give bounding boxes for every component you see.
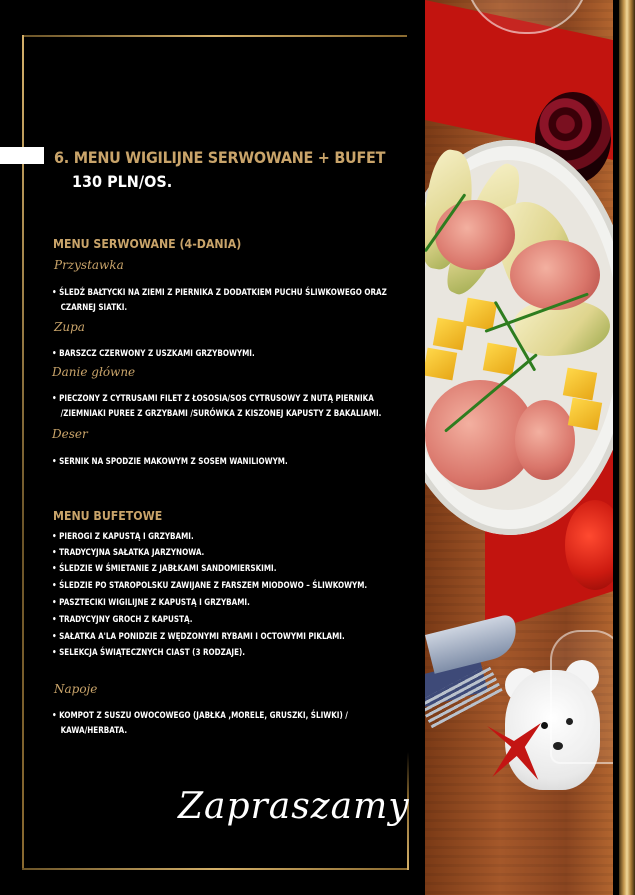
- cheese-cube-illustration: [425, 348, 457, 381]
- menu-item-text: • PIECZONY Z CYTRUSAMI FILET Z ŁOSOSIA/SOS CYTRUSOWY Z NUTĄ PIERNIKA: [52, 393, 374, 403]
- menu-item-text: • ŚLEDŹ BAŁTYCKI NA ZIEMI Z PIERNIKA Z DODATKIEM PUCHU ŚLIWKOWEGO ORAZ: [52, 287, 387, 297]
- white-accent-tab: [0, 147, 44, 164]
- drinks-item-text-continued: KAWA/HERBATA.: [60, 725, 128, 735]
- course-label-starter: Przystawka: [54, 258, 124, 272]
- ham-slice-illustration: [435, 200, 515, 270]
- course-label-soup: Zupa: [54, 320, 85, 334]
- menu-item-text-continued: /ZIEMNIAKI PUREE Z GRZYBAMI /SURÓWKA Z KISZONEJ KAPUSTY Z BAKALIAMI.: [60, 408, 382, 418]
- price-per-person: 130 PLN/OS.: [72, 172, 173, 191]
- served-menu-heading: MENU SERWOWANE (4-DANIA): [53, 236, 242, 251]
- glass-illustration: [550, 630, 613, 764]
- menu-item-starter: [52, 285, 387, 315]
- course-label-dessert: Deser: [52, 427, 88, 441]
- gold-edge-strip: [613, 0, 635, 895]
- cheese-cube-illustration: [563, 368, 597, 401]
- buffet-item: • ŚLEDZIE W ŚMIETANIE Z JABŁKAMI SANDOMIERSKIMI.: [52, 563, 277, 573]
- gold-frame-bottom: [22, 868, 409, 870]
- buffet-item: • PASZTECIKI WIGILIJNE Z KAPUSTĄ I GRZYBAMI.: [52, 597, 250, 607]
- menu-item-main: [52, 391, 381, 421]
- buffet-item: • TRADYCYJNY GROCH Z KAPUSTĄ.: [52, 614, 193, 624]
- ham-slice-illustration: [515, 400, 575, 480]
- food-photo: [425, 0, 613, 895]
- buffet-menu-heading: MENU BUFETOWE: [53, 508, 163, 523]
- drinks-item-text: • KOMPOT Z SUSZU OWOCOWEGO (JABŁKA ,MORELE, GRUSZKI, ŚLIWKI) /: [52, 710, 348, 720]
- gold-frame-top: [22, 35, 407, 37]
- course-label-main: Danie główne: [52, 365, 136, 379]
- buffet-item: • SELEKCJA ŚWIĄTECZNYCH CIAST (3 RODZAJE).: [52, 647, 246, 657]
- bear-eye-illustration: [541, 722, 548, 729]
- menu-item-text: • SERNIK NA SPODZIE MAKOWYM Z SOSEM WANILIOWYM.: [52, 456, 288, 466]
- page-title: 6. MENU WIGILIJNE SERWOWANE + BUFET: [54, 148, 386, 167]
- buffet-item: • PIEROGI Z KAPUSTĄ I GRZYBAMI.: [52, 531, 194, 541]
- buffet-item: • SAŁATKA A'LA PONIDZIE Z WĘDZONYMI RYBAMI I OCTOWYMI PIKLAMI.: [52, 631, 345, 641]
- drinks-item: [52, 708, 348, 738]
- menu-item-text-continued: CZARNEJ SIATKI.: [60, 302, 128, 312]
- buffet-item: • TRADYCYJNA SAŁATKA JARZYNOWA.: [52, 547, 205, 557]
- drinks-label: Napoje: [54, 682, 98, 696]
- menu-item-text: • BARSZCZ CZERWONY Z USZKAMI GRZYBOWYMI.: [52, 348, 255, 358]
- cheese-cube-illustration: [483, 343, 517, 376]
- menu-item-dessert: [52, 454, 288, 469]
- closing-signature: Zapraszamy: [178, 786, 410, 827]
- cheese-cube-illustration: [433, 318, 467, 351]
- cheese-cube-illustration: [463, 298, 497, 331]
- buffet-item: • ŚLEDZIE PO STAROPOLSKU ZAWIJANE Z FARSZEM MIODOWO – ŚLIWKOWYM.: [52, 580, 368, 590]
- cheese-cube-illustration: [568, 398, 602, 431]
- menu-item-soup: [52, 346, 255, 361]
- ham-slice-illustration: [510, 240, 600, 310]
